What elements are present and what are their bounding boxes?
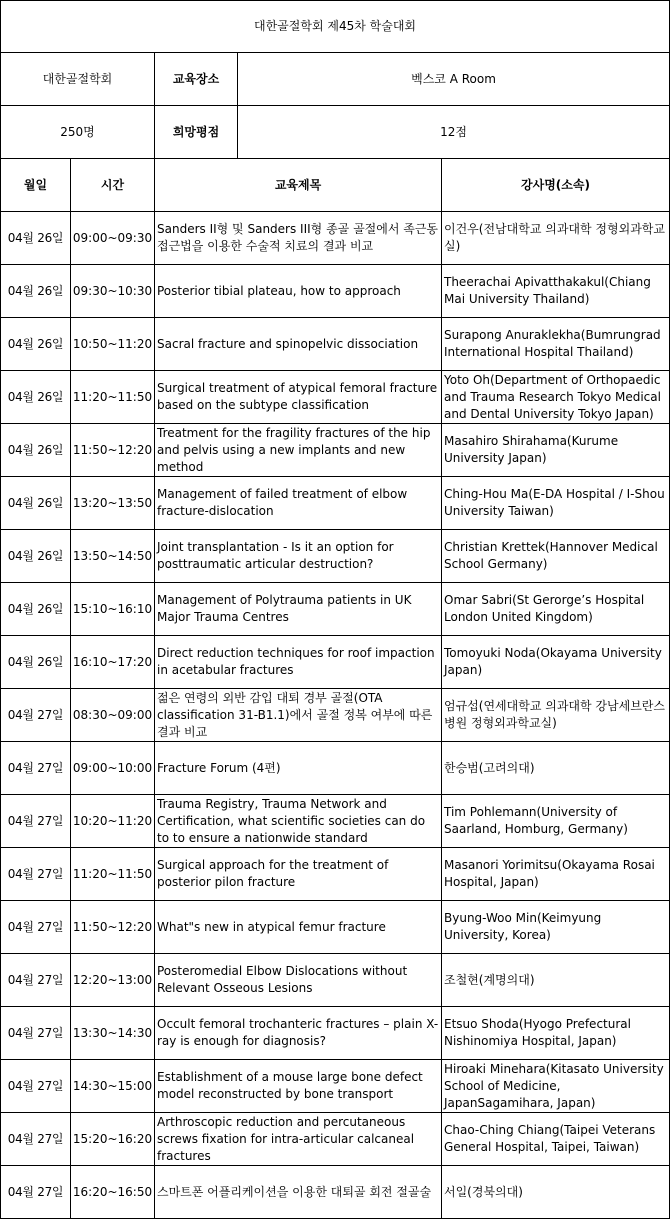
session-lecturer: Masanori Yorimitsu(Okayama Rosai Hospital, Japan) [442,848,670,901]
session-time: 13:50~14:50 [71,530,155,583]
session-time: 11:20~11:50 [71,371,155,424]
table-row [1,954,670,1007]
session-date: 04월 27일 [1,742,71,795]
session-date: 04월 27일 [1,1007,71,1060]
column-header-title: 교육제목 [155,159,442,212]
session-title: Direct reduction techniques for roof impaction in acetabular fractures [155,636,442,689]
session-title: Surgical treatment of atypical femoral fracture based on the subtype classification [155,371,442,424]
session-lecturer: Tomoyuki Noda(Okayama University Japan) [442,636,670,689]
session-title: 스마트폰 어플리케이션을 이용한 대퇴골 회전 절골술 [155,1166,442,1219]
points-label: 희망평점 [155,106,238,159]
session-date: 04월 27일 [1,689,71,742]
table-row [1,1060,670,1113]
session-time: 13:20~13:50 [71,477,155,530]
table-row [1,424,670,477]
session-title: Posterior tibial plateau, how to approach [155,265,442,318]
session-time: 15:20~16:20 [71,1113,155,1166]
table-row [1,795,670,848]
column-header-lecturer: 강사명(소속) [442,159,670,212]
table-row [1,318,670,371]
column-header-date: 월일 [1,159,71,212]
table-row [1,742,670,795]
session-lecturer: Surapong Anuraklekha(Bumrungrad International Hospital Thailand) [442,318,670,371]
session-date: 04월 26일 [1,265,71,318]
table-row [1,1166,670,1219]
table-row [1,265,670,318]
session-date: 04월 27일 [1,1166,71,1219]
session-lecturer: 이건우(전남대학교 의과대학 정형외과학교실) [442,212,670,265]
schedule-header-row [1,159,670,212]
session-title: Management of failed treatment of elbow fracture-dislocation [155,477,442,530]
session-title: Management of Polytrauma patients in UK Major Trauma Centres [155,583,442,636]
session-time: 12:20~13:00 [71,954,155,1007]
session-title: Trauma Registry, Trauma Network and Certification, what scientific societies can do to to ensure a nationwide standard [155,795,442,848]
points-value: 12점 [238,106,670,159]
session-date: 04월 27일 [1,954,71,1007]
session-time: 09:00~09:30 [71,212,155,265]
session-lecturer: Tim Pohlemann(University of Saarland, Homburg, Germany) [442,795,670,848]
table-row [1,212,670,265]
table-row [1,477,670,530]
session-lecturer: Yoto Oh(Department of Orthopaedic and Trauma Research Tokyo Medical and Dental University Tokyo Japan) [442,371,670,424]
table-row [1,848,670,901]
session-date: 04월 27일 [1,795,71,848]
column-header-time: 시간 [71,159,155,212]
session-time: 09:00~10:00 [71,742,155,795]
session-date: 04월 26일 [1,477,71,530]
session-time: 16:10~17:20 [71,636,155,689]
session-lecturer: Omar Sabri(St Gerorge’s Hospital London United Kingdom) [442,583,670,636]
table-row [1,901,670,954]
table-row [1,1007,670,1060]
session-date: 04월 26일 [1,583,71,636]
session-title: 젊은 연령의 외반 감입 대퇴 경부 골절(OTA classification 31-B1.1)에서 골절 정복 여부에 따른 결과 비교 [155,689,442,742]
table-row [1,1113,670,1166]
session-time: 09:30~10:30 [71,265,155,318]
session-title: Arthroscopic reduction and percutaneous screws fixation for intra-articular calcaneal fractures [155,1113,442,1166]
session-lecturer: 엄규섭(연세대학교 의과대학 강남세브란스병원 정형외과학교실) [442,689,670,742]
venue-label: 교육장소 [155,53,238,106]
session-lecturer: Byung-Woo Min(Keimyung University, Korea) [442,901,670,954]
session-lecturer: Christian Krettek(Hannover Medical School Germany) [442,530,670,583]
session-title: Sacral fracture and spinopelvic dissociation [155,318,442,371]
event-info-table [0,0,670,159]
event-title: 대한골절학회 제45차 학술대회 [1,1,670,53]
session-lecturer: Theerachai Apivatthakakul(Chiang Mai University Thailand) [442,265,670,318]
session-title: Establishment of a mouse large bone defect model reconstructed by bone transport [155,1060,442,1113]
session-title: Surgical approach for the treatment of posterior pilon fracture [155,848,442,901]
session-lecturer: Masahiro Shirahama(Kurume University Japan) [442,424,670,477]
session-title: Treatment for the fragility fractures of the hip and pelvis using a new implants and new method [155,424,442,477]
session-time: 11:50~12:20 [71,424,155,477]
session-date: 04월 26일 [1,212,71,265]
session-title: Sanders II형 및 Sanders III형 종골 골절에서 족근동 접근법을 이용한 수술적 치료의 결과 비교 [155,212,442,265]
session-time: 16:20~16:50 [71,1166,155,1219]
table-row [1,636,670,689]
session-lecturer: Ching-Hou Ma(E-DA Hospital / I-Shou University Taiwan) [442,477,670,530]
session-date: 04월 26일 [1,371,71,424]
session-time: 13:30~14:30 [71,1007,155,1060]
session-date: 04월 27일 [1,1113,71,1166]
session-lecturer: 조철현(계명의대) [442,954,670,1007]
session-date: 04월 27일 [1,848,71,901]
table-row [1,371,670,424]
session-date: 04월 26일 [1,636,71,689]
venue-value: 벡스코 A Room [238,53,670,106]
session-date: 04월 26일 [1,318,71,371]
table-row [1,583,670,636]
session-title: Posteromedial Elbow Dislocations without Relevant Osseous Lesions [155,954,442,1007]
session-date: 04월 27일 [1,1060,71,1113]
session-title: Joint transplantation - Is it an option for posttraumatic articular destruction? [155,530,442,583]
session-lecturer: 서일(경북의대) [442,1166,670,1219]
table-row [1,689,670,742]
table-row [1,530,670,583]
session-date: 04월 26일 [1,424,71,477]
session-lecturer: Chao-Ching Chiang(Taipei Veterans General Hospital, Taipei, Taiwan) [442,1113,670,1166]
session-lecturer: Hiroaki Minehara(Kitasato University School of Medicine, JapanSagamihara, Japan) [442,1060,670,1113]
session-time: 11:20~11:50 [71,848,155,901]
session-time: 10:20~11:20 [71,795,155,848]
session-date: 04월 26일 [1,530,71,583]
session-time: 15:10~16:10 [71,583,155,636]
session-title: What"s new in atypical femur fracture [155,901,442,954]
session-title: Occult femoral trochanteric fractures – plain X-ray is enough for diagnosis? [155,1007,442,1060]
session-lecturer: 한승범(고려의대) [442,742,670,795]
organizer: 대한골절학회 [1,53,155,106]
session-lecturer: Etsuo Shoda(Hyogo Prefectural Nishinomiya Hospital, Japan) [442,1007,670,1060]
session-time: 11:50~12:20 [71,901,155,954]
capacity: 250명 [1,106,155,159]
session-title: Fracture Forum (4편) [155,742,442,795]
schedule-table [0,158,670,1219]
session-date: 04월 27일 [1,901,71,954]
session-time: 08:30~09:00 [71,689,155,742]
session-time: 14:30~15:00 [71,1060,155,1113]
session-time: 10:50~11:20 [71,318,155,371]
